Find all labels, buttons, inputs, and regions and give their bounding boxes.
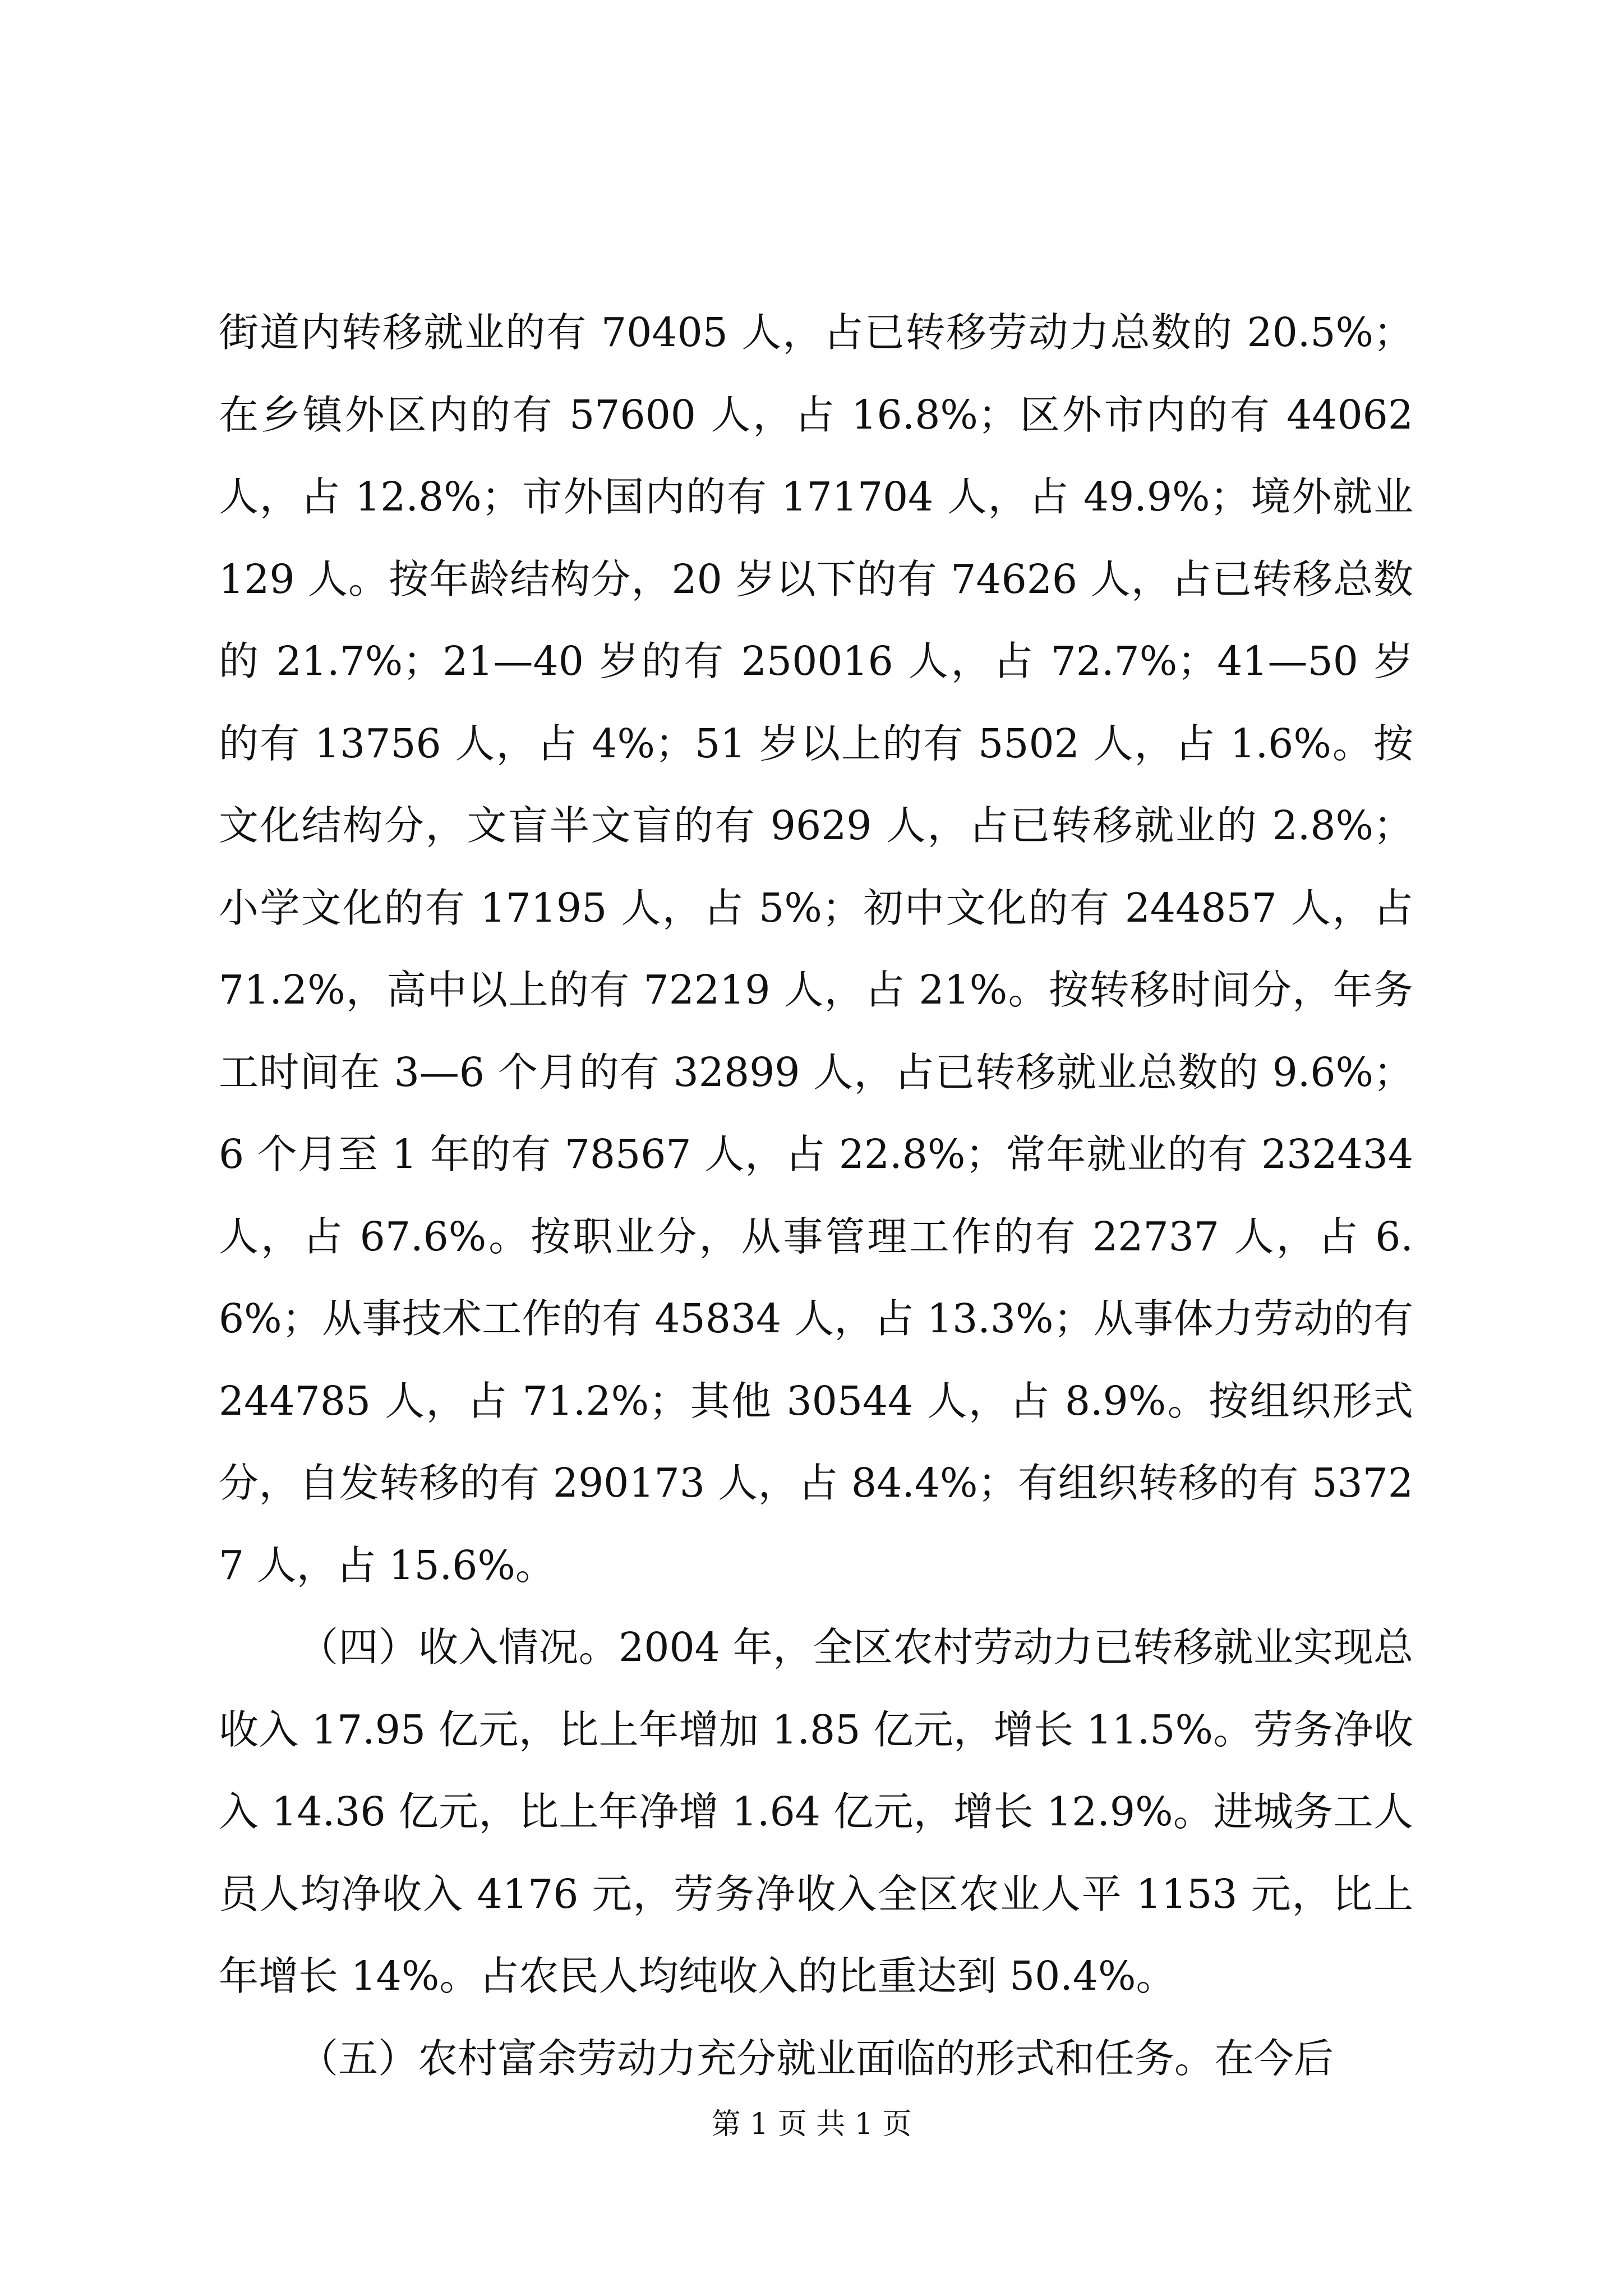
page-footer: 第 1 页 共 1 页 [711, 2108, 912, 2141]
paragraph-income-situation: （四）收入情况。2004 年，全区农村劳动力已转移就业实现总收入 17.95 亿元，比上年增加 1.85 亿元，增长 11.5%。劳务净收入 14.36 亿元，比上年净增 1.64 亿元，增长 12.9%。进城务工人员人均净收入 4176 元，劳务净收入全区农业人平 1153 元，比上年增长 14%。占农民人均纯收入的比重达到 50.4%。 [219, 1624, 1413, 1999]
paragraph-tasks-heading: （五）农村富余劳动力充分就业面临的形式和任务。在今后 [298, 2035, 1334, 2082]
paragraph-employment-breakdown: 街道内转移就业的有 70405 人，占已转移劳动力总数的 20.5%；在乡镇外区内的有 57600 人，占 16.8%；区外市内的有 44062 人，占 12.8%；市外国内的有 171704 人，占 49.9%；境外就业 129 人。按年龄结构分，20 岁以下的有 74626 人，占已转移总数的 21.7%；21—40 岁的有 250016 人，占 72.7%；41—50 岁的有 13756 人，占 4%；51 岁以上的有 5502 人，占 1.6%。按文化结构分，文盲半文盲的有 9629 人，占已转移就业的 2.8%；小学文化的有 17195 人，占 5%；初中文化的有 244857 人，占 71.2%，高中以上的有 72219 人，占 21%。按转移时间分，年务工时间在 3—6 个月的有 32899 人，占已转移就业总数的 9.6%；6 个月至 1 年的有 78567 人，占 22.8%；常年就业的有 232434 人，占 67.6%。按职业分，从事管理工作的有 22737 人，占 6.6%；从事技术工作的有 45834 人，占 13.3%；从事体力劳动的有 244785 人，占 71.2%；其他 30544 人，占 8.9%。按组织形式分，自发转移的有 290173 人，占 84.4%；有组织转移的有 53727 人，占 15.6%。 [219, 309, 1413, 1589]
document-body [219, 292, 1413, 2100]
